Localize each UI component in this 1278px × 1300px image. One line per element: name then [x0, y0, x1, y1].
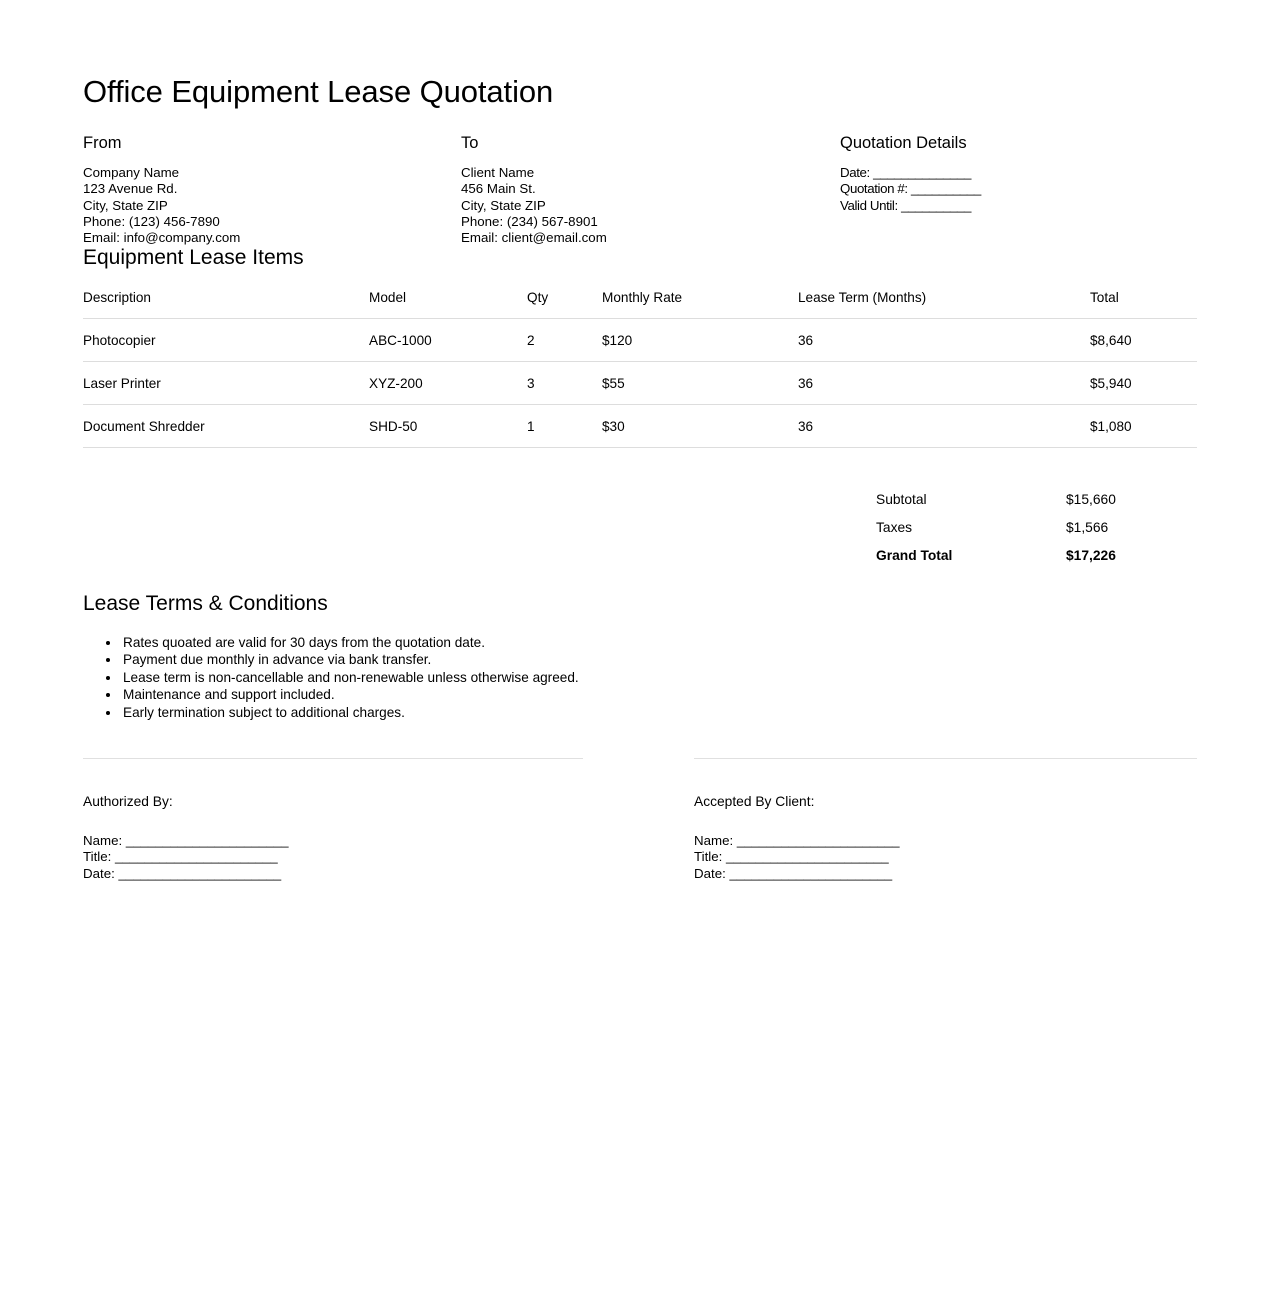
list-item: • Lease term is non-cancellable and non-renewable unless otherwise agreed. — [121, 669, 1197, 687]
to-email: Email: client@email.com — [461, 229, 607, 245]
authorized-title-field[interactable]: Title: ______________________ — [83, 849, 278, 865]
cell-description: Photocopier — [83, 319, 369, 362]
terms-list — [83, 634, 1197, 722]
column-header-qty: Qty — [527, 290, 602, 319]
parties-section — [83, 134, 1197, 246]
from-city: City, State ZIP — [83, 197, 168, 213]
cell-model: XYZ-200 — [369, 362, 527, 405]
from-block — [83, 134, 443, 246]
from-street: 123 Avenue Rd. — [83, 181, 178, 197]
from-phone: Phone: (123) 456-7890 — [83, 213, 220, 229]
client-signature-block — [694, 758, 1197, 882]
quotation-details-heading: Quotation Details — [840, 134, 967, 152]
from-email: Email: info@company.com — [83, 229, 241, 245]
quotation-valid-until-field[interactable]: Valid Until: __________ — [840, 197, 972, 213]
column-header-model: Model — [369, 290, 527, 319]
items-table-head — [83, 290, 1197, 319]
to-city: City, State ZIP — [461, 197, 546, 213]
authorized-date-field[interactable]: Date: ______________________ — [83, 865, 282, 881]
totals-row-grand-total — [876, 549, 1197, 563]
client-name-field[interactable]: Name: ______________________ — [694, 832, 900, 848]
grand-total-value: $17,226 — [1066, 547, 1116, 563]
terms-section — [83, 592, 1197, 721]
cell-total: $5,940 — [1090, 362, 1197, 405]
authorized-name-field[interactable]: Name: ______________________ — [83, 832, 289, 848]
cell-model: SHD-50 — [369, 405, 527, 448]
cell-lease-term: 36 — [798, 405, 1090, 448]
to-heading: To — [461, 134, 479, 152]
column-header-monthly-rate: Monthly Rate — [602, 290, 798, 319]
grand-total-label: Grand Total — [876, 547, 953, 563]
quotation-number-field[interactable]: Quotation #: __________ — [840, 181, 981, 197]
client-date-field[interactable]: Date: ______________________ — [694, 865, 893, 881]
cell-total: $1,080 — [1090, 405, 1197, 448]
cell-lease-term: 36 — [798, 362, 1090, 405]
cell-model: ABC-1000 — [369, 319, 527, 362]
taxes-label: Taxes — [876, 519, 913, 535]
cell-lease-term: 36 — [798, 319, 1090, 362]
totals-row-taxes — [876, 521, 1197, 549]
totals-row-subtotal — [876, 493, 1197, 521]
totals-table — [876, 493, 1197, 562]
table-row — [83, 319, 1197, 362]
signatures-section — [83, 758, 1197, 908]
authorized-divider — [83, 758, 583, 759]
cell-monthly-rate: $120 — [602, 319, 798, 362]
client-title: Accepted By Client: — [694, 794, 815, 810]
quotation-details-block — [840, 134, 1197, 214]
subtotal-value: $15,660 — [1066, 492, 1116, 508]
client-title-field[interactable]: Title: ______________________ — [694, 849, 889, 865]
cell-qty: 2 — [527, 319, 602, 362]
column-header-total: Total — [1090, 290, 1197, 319]
authorized-title: Authorized By: — [83, 794, 173, 810]
terms-heading: Lease Terms & Conditions — [83, 592, 328, 616]
subtotal-label: Subtotal — [876, 492, 927, 508]
cell-qty: 3 — [527, 362, 602, 405]
cell-qty: 1 — [527, 405, 602, 448]
list-item: • Early termination subject to additional charges. — [121, 704, 1197, 722]
to-phone: Phone: (234) 567-8901 — [461, 213, 598, 229]
from-heading: From — [83, 134, 122, 152]
list-item: • Payment due monthly in advance via bank transfer. — [121, 651, 1197, 669]
cell-total: $8,640 — [1090, 319, 1197, 362]
from-company: Company Name — [83, 165, 180, 181]
table-row — [83, 362, 1197, 405]
cell-monthly-rate: $30 — [602, 405, 798, 448]
document-body — [83, 0, 1197, 908]
to-company: Client Name — [461, 165, 535, 181]
taxes-value: $1,566 — [1066, 519, 1109, 535]
column-header-description: Description — [83, 290, 369, 319]
list-item: • Rates quoated are valid for 30 days from the quotation date. — [121, 634, 1197, 652]
totals-section — [876, 493, 1197, 562]
cell-description: Laser Printer — [83, 362, 369, 405]
to-street: 456 Main St. — [461, 181, 536, 197]
page-title: Office Equipment Lease Quotation — [83, 74, 554, 109]
items-section-heading: Equipment Lease Items — [83, 246, 304, 269]
items-header-row — [83, 290, 1197, 319]
client-divider — [694, 758, 1197, 759]
column-header-lease-term: Lease Term (Months) — [798, 290, 1090, 319]
cell-description: Document Shredder — [83, 405, 369, 448]
authorized-signature-block — [83, 758, 583, 882]
items-table-wrapper — [83, 290, 1197, 448]
equipment-items-table — [83, 290, 1197, 448]
quotation-date-field[interactable]: Date: ______________ — [840, 165, 972, 181]
table-row — [83, 405, 1197, 448]
to-block — [461, 134, 821, 246]
items-table-body — [83, 319, 1197, 448]
list-item: • Maintenance and support included. — [121, 686, 1197, 704]
cell-monthly-rate: $55 — [602, 362, 798, 405]
